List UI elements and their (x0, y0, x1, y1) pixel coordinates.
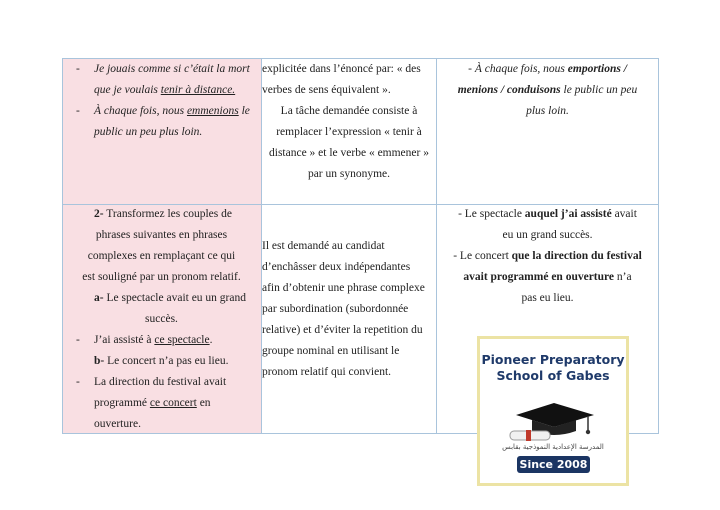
text-segment: succès. (145, 313, 178, 325)
text-segment: À chaque fois, nous (94, 105, 187, 117)
text-segment: est souligné par un pronom relatif. (82, 271, 241, 283)
text-line (437, 225, 658, 246)
text-segment: tenir à distance. (160, 84, 236, 96)
text-line: Il est demandé au candidat (262, 240, 385, 252)
text-line: pronom relatif qui convient. (262, 366, 392, 378)
text-segment: emmenions (186, 105, 239, 117)
text-segment: le (238, 105, 250, 117)
text-line (62, 288, 261, 309)
text-segment: 2- (94, 208, 104, 220)
bullet-dash: - (76, 105, 80, 117)
text-segment: a- (94, 292, 104, 304)
table-border-right (658, 58, 659, 434)
text-segment: Le spectacle avait eu un grand (103, 292, 246, 304)
text-segment: ce spectacle (154, 334, 210, 346)
text-line (437, 80, 658, 101)
text-segment: programmé (94, 397, 150, 409)
text-segment: b- (94, 355, 105, 367)
text-segment: J’ai assisté à (94, 334, 155, 346)
text-line: par un synonyme. (307, 168, 391, 180)
text-segment: Le spectacle (464, 208, 525, 220)
text-segment: La direction du festival avait (94, 376, 227, 388)
text-segment: n’a (614, 271, 632, 283)
text-line (62, 372, 261, 393)
text-segment: ce concert (149, 397, 197, 409)
text-line (62, 59, 261, 80)
bullet-dash: - (76, 63, 80, 75)
text-line: distance » et le verbe « emmener » (269, 147, 429, 159)
text-segment: ouverture. (94, 418, 141, 430)
text-segment: en (196, 397, 211, 409)
text-segment: Le concert (459, 250, 512, 262)
text-segment: Le concert n’a pas eu lieu. (104, 355, 229, 367)
text-line (62, 204, 261, 225)
text-segment: avait (611, 208, 637, 220)
bullet-dash: - (458, 208, 465, 220)
text-line (437, 59, 658, 80)
text-segment: emportions / (567, 63, 627, 75)
text-line: verbes de sens équivalent ». (262, 84, 391, 96)
logo-title-line1: Pioneer Preparatory (481, 352, 625, 367)
text-segment: que je voulais (94, 84, 161, 96)
text-line (437, 101, 658, 122)
row2-task-explanation (262, 236, 436, 383)
bullet-dash: - (76, 334, 80, 346)
text-segment: À chaque fois, nous (474, 63, 568, 75)
text-line (62, 309, 261, 330)
logo-arabic-name: المدرسة الإعدادية النموذجية بقابس (502, 443, 604, 451)
text-segment: pas eu lieu. (521, 292, 574, 304)
text-line (62, 414, 261, 435)
text-line (62, 393, 261, 414)
row1-task-explanation (262, 59, 436, 185)
text-line: La tâche demandée consiste à (280, 105, 418, 117)
text-line (437, 204, 658, 225)
school-logo (477, 336, 629, 486)
text-line: explicitée dans l’énoncé par: « des (262, 63, 421, 75)
text-segment: le public un peu (560, 84, 638, 96)
text-segment: Transformez les couples de (103, 208, 232, 220)
text-line (62, 122, 261, 143)
text-line (437, 246, 658, 267)
text-line (62, 267, 261, 288)
text-line: relative) et d’éviter la repetition du (262, 324, 423, 336)
logo-title (480, 352, 626, 384)
text-segment: avait programmé en ouverture (463, 271, 615, 283)
text-segment: plus loin. (526, 105, 569, 117)
text-segment: eu un grand succès. (502, 229, 593, 241)
graduation-cap-icon (508, 401, 598, 445)
row2-exercise-instructions (62, 204, 261, 435)
text-line: d’enchâsser deux indépendantes (262, 261, 411, 273)
text-segment: menions / conduisons (457, 84, 561, 96)
row1-answer (437, 59, 658, 122)
text-line: par subordination (subordonnée (262, 303, 409, 315)
text-segment: auquel j’ai assisté (524, 208, 612, 220)
text-segment: que la direction du festival (511, 250, 642, 262)
text-line (62, 225, 261, 246)
text-line (62, 80, 261, 101)
text-line: groupe nominal en utilisant le (262, 345, 400, 357)
text-segment: public un peu plus loin. (94, 126, 203, 138)
text-segment: Je jouais comme si c’était la mort (94, 63, 250, 75)
bullet-dash: - (468, 63, 475, 75)
text-line (62, 101, 261, 122)
bullet-dash: - (453, 250, 460, 262)
text-line (62, 351, 261, 372)
text-line (62, 330, 261, 351)
logo-since-badge: Since 2008 (517, 456, 590, 473)
row2-answer (437, 204, 658, 309)
row1-example-sentences (62, 59, 261, 143)
text-segment: complexes en remplaçant ce qui (87, 250, 236, 262)
bullet-dash: - (76, 376, 80, 388)
text-line (437, 267, 658, 288)
text-line (62, 246, 261, 267)
text-line: remplacer l’expression « tenir à (276, 126, 422, 138)
text-line: afin d’obtenir une phrase complexe (262, 282, 425, 294)
logo-title-line2: School of Gabes (496, 368, 610, 383)
text-segment: phrases suivantes en phrases (95, 229, 228, 241)
text-segment: . (209, 334, 213, 346)
text-line (437, 288, 658, 309)
